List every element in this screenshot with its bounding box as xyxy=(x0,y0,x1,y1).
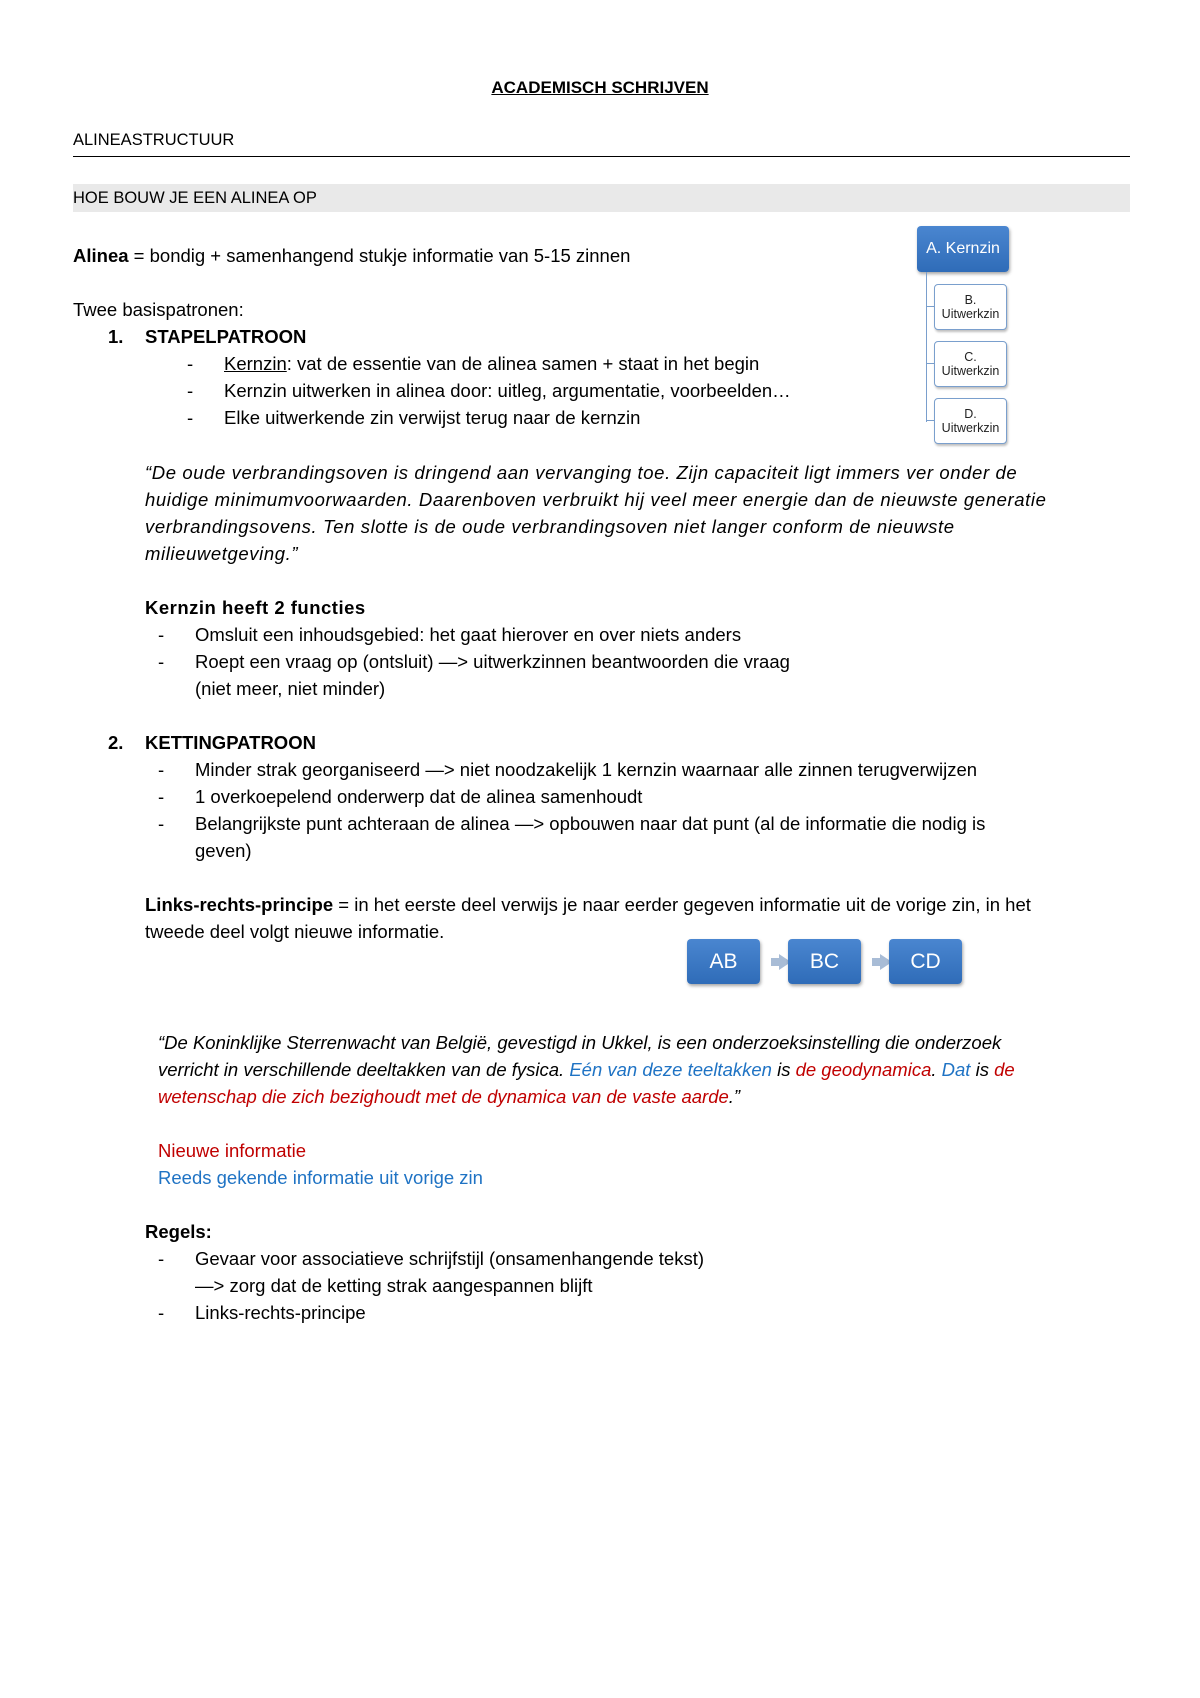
quote-text: verricht in verschillende deeltakken van de fysica. xyxy=(158,1059,570,1080)
list-bullet: - xyxy=(187,353,194,374)
pattern1-bullet-2: Kernzin uitwerken in alinea door: uitleg, argumentatie, voorbeelden… xyxy=(224,380,791,401)
hierarchy-branch xyxy=(926,306,934,307)
uitwerkzin-letter: D. xyxy=(964,406,977,421)
quote-known-info: Dat xyxy=(941,1059,971,1080)
pattern2-number: 2. xyxy=(108,732,124,753)
pattern2-bullet-2: 1 overkoepelend onderwerp dat de alinea samenhoudt xyxy=(195,786,643,807)
list-bullet: - xyxy=(158,624,165,645)
example-quote-2-line xyxy=(158,1086,740,1108)
quote-known-info: Eén van deze teeltakken xyxy=(569,1059,772,1080)
example-quote-line: “De oude verbrandingsoven is dringend aan vervanging toe. Zijn capaciteit ligt immers ver onder de xyxy=(145,462,1018,483)
rule-item-continuation: —> zorg dat de ketting strak aangespannen blijft xyxy=(195,1275,593,1296)
legend-known-info: Reeds gekende informatie uit vorige zin xyxy=(158,1167,483,1188)
kernzin-box: A. Kernzin xyxy=(917,226,1009,272)
document-title: ACADEMISCH SCHRIJVEN xyxy=(491,78,709,97)
rule-item: Links-rechts-principe xyxy=(195,1302,366,1323)
pattern2-bullet-3-continuation: geven) xyxy=(195,840,252,861)
uitwerkzin-label: Uitwerkzin xyxy=(941,421,1000,435)
definition-text: = bondig + samenhangend stukje informatie van 5-15 zinnen xyxy=(128,245,631,266)
example-quote-2-line: “De Koninklijke Sterrenwacht van België, gevestigd in Ukkel, is een onderzoeksinstelling die onderzoek xyxy=(158,1032,1002,1053)
quote-text: .” xyxy=(728,1086,741,1107)
list-bullet: - xyxy=(158,786,165,807)
hierarchy-branch xyxy=(926,420,934,421)
chain-box-ab: AB xyxy=(687,939,760,984)
rule-item: Gevaar voor associatieve schrijfstijl (onsamenhangende tekst) xyxy=(195,1248,704,1269)
quote-text: is xyxy=(771,1059,796,1080)
hierarchy-connector xyxy=(926,272,927,422)
principle-text: = in het eerste deel verwijs je naar eerder gegeven informatie uit de vorige zin, in het xyxy=(333,894,1031,915)
pattern2-bullet-3: Belangrijkste punt achteraan de alinea —> opbouwen naar dat punt (al de informatie die nodig is xyxy=(195,813,986,834)
function-item-continuation: (niet meer, niet minder) xyxy=(195,678,386,699)
function-item: Omsluit een inhoudsgebied: het gaat hierover en over niets anders xyxy=(195,624,742,645)
list-bullet: - xyxy=(158,759,165,780)
uitwerkzin-box-c xyxy=(934,341,1007,387)
list-bullet: - xyxy=(158,651,165,672)
uitwerkzin-label: Uitwerkzin xyxy=(941,307,1000,321)
list-bullet: - xyxy=(187,407,194,428)
alinea-definition xyxy=(73,245,630,267)
list-bullet: - xyxy=(158,1248,165,1269)
quote-text: . xyxy=(931,1059,942,1080)
legend-new-info: Nieuwe informatie xyxy=(158,1140,307,1161)
rules-heading: Regels: xyxy=(145,1221,212,1242)
pattern2-bullet-1: Minder strak georganiseerd —> niet noodzakelijk 1 kernzin waarnaar alle zinnen terugverwijzen xyxy=(195,759,978,780)
functions-heading: Kernzin heeft 2 functies xyxy=(145,597,366,618)
function-item: Roept een vraag op (ontsluit) —> uitwerkzinnen beantwoorden die vraag xyxy=(195,651,790,672)
chain-box-bc: BC xyxy=(788,939,861,984)
pattern1-heading xyxy=(108,326,306,348)
chain-box-cd: CD xyxy=(889,939,962,984)
uitwerkzin-letter: C. xyxy=(964,349,977,364)
kernzin-term: Kernzin xyxy=(224,353,287,374)
quote-new-info: de geodynamica xyxy=(795,1059,932,1080)
pattern1-bullet-1-text: : vat de essentie van de alinea samen + staat in het begin xyxy=(286,353,760,374)
pattern1-number: 1. xyxy=(108,326,124,347)
uitwerkzin-box-d xyxy=(934,398,1007,444)
pattern2-heading xyxy=(108,732,316,754)
uitwerkzin-letter: B. xyxy=(964,292,977,307)
pattern2-name: KETTINGPATROON xyxy=(145,732,316,753)
quote-text: is xyxy=(970,1059,995,1080)
uitwerkzin-label: Uitwerkzin xyxy=(941,364,1000,378)
section-heading: ALINEASTRUCTUUR xyxy=(73,131,235,149)
example-quote-2-line xyxy=(158,1059,1015,1081)
example-quote-line: huidige minimumvoorwaarden. Daarenboven verbruikt hij veel meer energie dan de nieuwste generatie xyxy=(145,489,1047,510)
definition-term: Alinea xyxy=(73,245,129,266)
quote-new-info: de xyxy=(994,1059,1015,1080)
principle-term: Links-rechts-principe xyxy=(145,894,334,915)
pattern1-bullet-3: Elke uitwerkende zin verwijst terug naar de kernzin xyxy=(224,407,641,428)
pattern1-name: STAPELPATROON xyxy=(145,326,307,347)
patterns-intro: Twee basispatronen: xyxy=(73,299,244,320)
example-quote-line: verbrandingsovens. Ten slotte is de oude verbrandingsoven niet langer conform de nieuwste xyxy=(145,516,955,537)
uitwerkzin-box-b xyxy=(934,284,1007,330)
quote-new-info: wetenschap die zich bezighoudt met de dynamica van de vaste aarde xyxy=(158,1086,729,1107)
list-bullet: - xyxy=(187,380,194,401)
list-bullet: - xyxy=(158,813,165,834)
hierarchy-branch xyxy=(926,363,934,364)
example-quote-line: milieuwetgeving.” xyxy=(145,543,299,564)
section-rule xyxy=(73,156,1130,157)
list-bullet: - xyxy=(158,1302,165,1323)
principle-continuation: tweede deel volgt nieuwe informatie. xyxy=(145,921,445,942)
principle-definition xyxy=(145,894,1031,916)
pattern1-bullet-1 xyxy=(224,353,759,375)
subsection-heading: HOE BOUW JE EEN ALINEA OP xyxy=(73,189,317,207)
